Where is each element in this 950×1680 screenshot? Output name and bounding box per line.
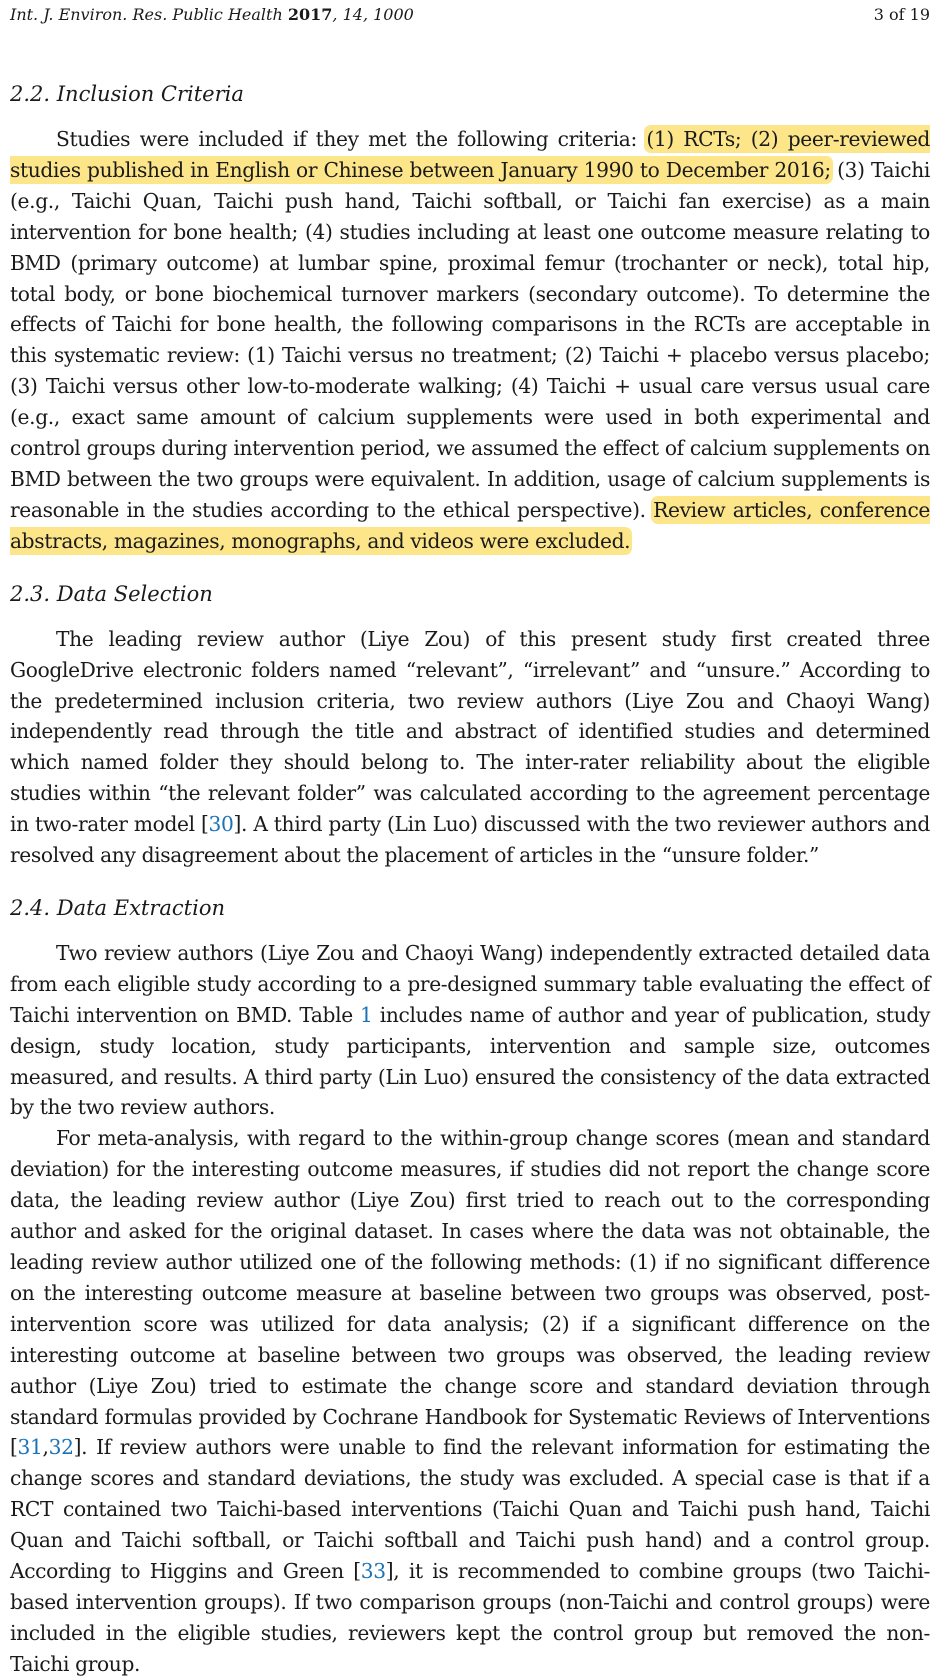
section-title-data-extraction: 2.4. Data Extraction [10, 895, 225, 920]
body-text: ], it is recommended to combine groups (two Taichi-based intervention groups). If two comparison groups (non-Taichi and control groups) were included in the eligible studies, reviewers kept the control group but removed the non-Taichi group. [10, 1559, 930, 1676]
citation-link[interactable]: 31 [17, 1435, 43, 1460]
journal-year: 2017 [287, 5, 333, 24]
paragraph-data-extraction-2 [10, 1123, 930, 1679]
body-text: ]. If review authors were unable to find the relevant information for estimating the change scores and standard deviations, the study was excluded. A special case is that if a RCT contained two Taichi-based interventions (Taichi Quan and Taichi push hand, Taichi Quan and Taichi softball, or Taichi softball and Taichi push hand) and a control group. According to Higgins and Green [ [10, 1435, 930, 1584]
highlighted-text: (1) RCTs; (2) peer-reviewed studies published in English or Chinese between January 1990 to December 2016; [10, 127, 930, 182]
citation-link[interactable]: 1 [360, 1002, 373, 1027]
paragraph-inclusion-criteria [10, 124, 930, 557]
citation-link[interactable]: 30 [208, 812, 234, 837]
page-number: 3 of 19 [873, 5, 930, 24]
citation-link[interactable]: 32 [48, 1435, 74, 1460]
section-title-inclusion-criteria: 2.2. Inclusion Criteria [10, 82, 244, 106]
section-title-data-selection: 2.3. Data Selection [10, 581, 213, 606]
body-text: ]. A third party (Lin Luo) discussed with the two reviewer authors and resolved any disagreement about the placement of articles in the “unsure folder.” [10, 812, 930, 868]
body-text: includes name of author and year of publication, study design, study location, study participants, intervention and sample size, outcomes measured, and results. A third party (Lin Luo) ensured the consistency of the data extracted by the two review authors. [10, 1002, 930, 1120]
highlighted-text: Review articles, conference abstracts, magazines, monographs, and videos were excluded. [10, 497, 930, 553]
paragraph-data-selection [10, 624, 930, 871]
body-text: (3) Taichi (e.g., Taichi Quan, Taichi push hand, Taichi softball, or Taichi fan exercise) as a main intervention for bone health; (4) studies including at least one outcome measure relating to BMD (primary outcome) at lumbar spine, proximal femur (trochanter or neck), total hip, total body, or bone biochemical turnover markers (secondary outcome). To determine the effects of Taichi for bone health, the following comparisons in the RCTs are acceptable in this systematic review: (1) Taichi versus no treatment; (2) Taichi + placebo versus placebo; (3) Taichi versus other low-to-moderate walking; (4) Taichi + usual care versus usual care (e.g., exact same amount of calcium supplements were used in both experimental and control groups during intervention period, we assumed the effect of calcium supplements on BMD between the two groups were equivalent. In addition, usage of calcium supplements is reasonable in the studies according to the ethical perspective). [10, 157, 931, 522]
body-text: For meta-analysis, with regard to the within-group change scores (mean and standard deviation) for the interesting outcome measures, if studies did not report the change score data, the leading review author (Liye Zou) first tried to reach out to the corresponding author and asked for the original dataset. In cases where the data was not obtainable, the leading review author utilized one of the following methods: (1) if no significant difference on the interesting outcome measure at baseline between two groups was observed, post-intervention score was utilized for data analysis; (2) if a significant difference on the interesting outcome at baseline between two groups was observed, the leading review author (Liye Zou) tried to estimate the change score and standard deviation through standard formulas provided by Cochrane Handbook for Systematic Reviews of Interventions [ [10, 1126, 930, 1460]
body-text: The leading review author (Liye Zou) of this present study first created three GoogleDrive electronic folders named “relevant”, “irrelevant” and “unsure.” According to the predetermined inclusion criteria, two review authors (Liye Zou and Chaoyi Wang) independently read through the title and abstract of identified studies and determined which named folder they should belong to. The inter-rater reliability about the eligible studies within “the relevant folder” was calculated according to the agreement percentage in two-rater model [ [10, 626, 930, 837]
body-text: Studies were included if they met the following criteria: [56, 127, 647, 151]
running-head [10, 0, 930, 33]
body-text: , [42, 1435, 49, 1460]
body-text: Two review authors (Liye Zou and Chaoyi Wang) independently extracted detailed data from each eligible study according to a pre-designed summary table evaluating the effect of Taichi intervention on BMD. Table [10, 940, 930, 1027]
citation-link[interactable]: 33 [360, 1559, 386, 1584]
journal-citation: Int. J. Environ. Res. Public Health 2017, 14, 1000 [10, 5, 414, 24]
journal-volume: 14 [342, 5, 363, 24]
journal-name: Int. J. Environ. Res. Public Health [10, 5, 283, 24]
article-number: 1000 [373, 5, 414, 24]
paragraph-data-extraction-1 [10, 938, 930, 1123]
